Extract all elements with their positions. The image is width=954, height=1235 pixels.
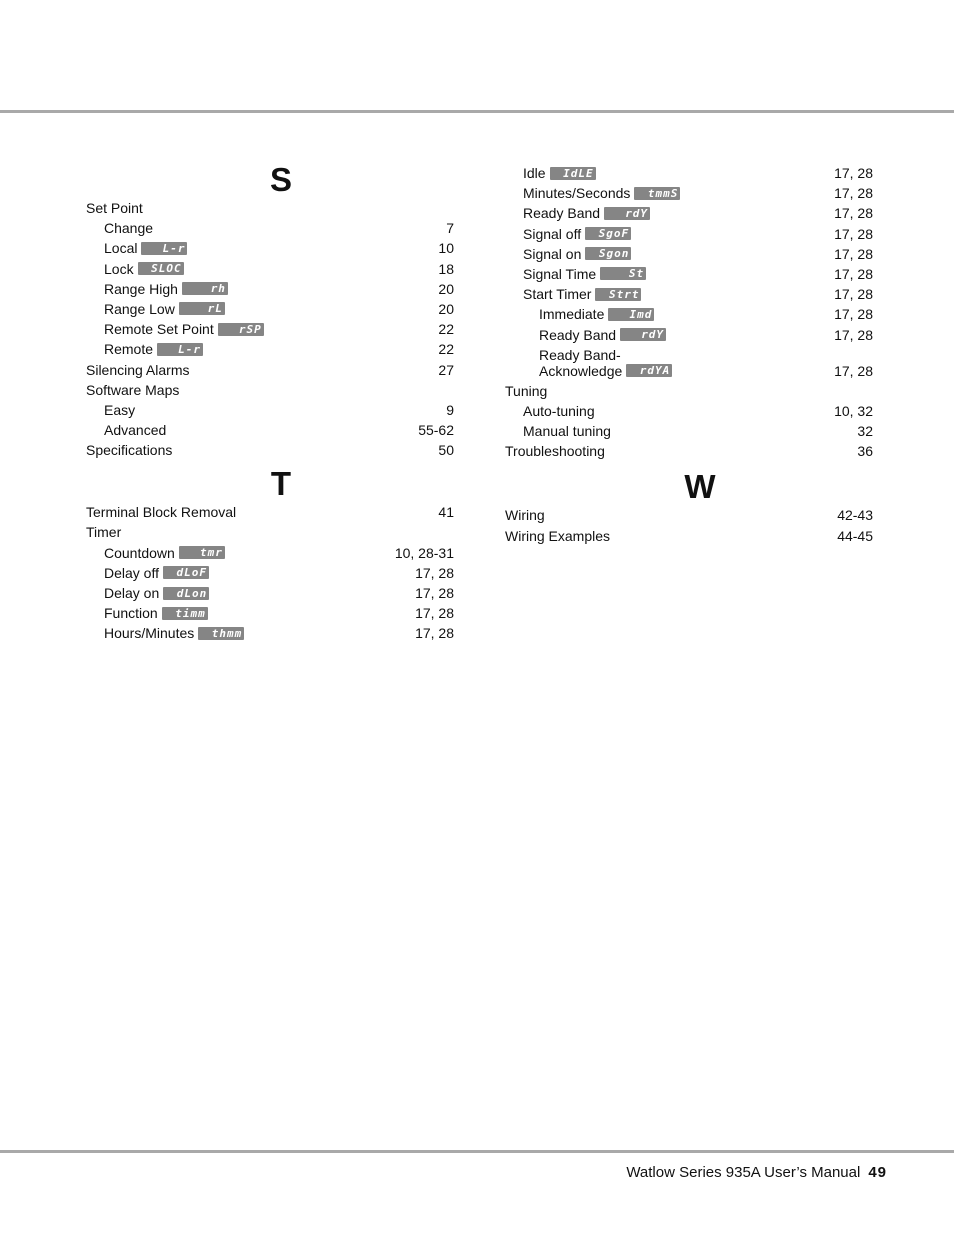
index-entry: Range Low rL 20 (104, 300, 454, 317)
section-letter-w: W (684, 468, 716, 506)
index-entry: Remote Set Point rSP 22 (104, 321, 454, 338)
index-entry: Software Maps (86, 381, 180, 398)
lcd-code-icon: Sgon (585, 247, 631, 260)
lcd-code-icon: L-r (157, 343, 203, 356)
lcd-code-icon: timm (162, 607, 208, 620)
index-entry: Tuning (505, 382, 548, 399)
lcd-code-icon: rL (179, 302, 225, 315)
lcd-code-icon: dLon (163, 587, 209, 600)
index-entry: Change 7 (104, 220, 454, 237)
index-entry: Advanced 55-62 (104, 422, 454, 439)
index-column-right (505, 165, 873, 548)
lcd-code-icon: Imd (608, 308, 654, 321)
index-entry: Local L-r 10 (104, 240, 454, 257)
index-entry: Delay on dLon 17, 28 (104, 585, 454, 601)
lcd-code-icon: L-r (141, 242, 187, 255)
lcd-code-icon: Strt (595, 288, 641, 301)
index-column-left (86, 160, 454, 646)
index-entry: Wiring 42-43 (505, 507, 873, 524)
index-entry: Signal Time St 17, 28 (523, 265, 873, 282)
lcd-code-icon: tmr (179, 546, 225, 559)
page-footer (0, 1164, 887, 1182)
manual-title: Watlow Series 935A User’s Manual (626, 1164, 861, 1181)
index-entry: Signal on Sgon 17, 28 (523, 245, 873, 262)
index-entry: Start Timer Strt 17, 28 (523, 286, 873, 303)
index-entry: Ready Band rdY 17, 28 (523, 205, 873, 222)
index-entry: Function timm 17, 28 (104, 605, 454, 622)
lcd-code-icon: rdYA (626, 364, 672, 377)
page-number: 49 (868, 1164, 887, 1181)
section-letter-s: S (269, 161, 292, 198)
index-entry: Wiring Examples 44-45 (505, 527, 873, 544)
index-entry: Ready Band- Acknowledge rdYA 17, 28 (539, 346, 873, 379)
index-entry: Silencing Alarms 27 (86, 361, 454, 378)
index-entry: Remote L-r 22 (104, 341, 454, 358)
header-rule (0, 110, 954, 113)
index-entry: Idle IdLE 17, 28 (523, 165, 873, 181)
lcd-code-icon: IdLE (550, 167, 596, 180)
lcd-code-icon: thmm (198, 627, 244, 640)
index-entry: Signal off SgoF 17, 28 (523, 225, 873, 242)
index-entry: Lock SLOC 18 (104, 260, 454, 277)
index-entry: Auto-tuning 10, 32 (523, 403, 873, 420)
section-letter-t: T (270, 465, 292, 503)
lcd-code-icon: SgoF (585, 227, 631, 240)
index-entry: Immediate Imd 17, 28 (539, 306, 873, 323)
lcd-code-icon: St (600, 267, 646, 280)
index-entry: Manual tuning 32 (523, 423, 873, 440)
lcd-code-icon: rdY (620, 328, 666, 341)
lcd-code-icon: SLOC (138, 262, 184, 275)
index-entry: Range High rh 20 (104, 280, 454, 297)
index-entry: Terminal Block Removal 41 (86, 504, 454, 521)
index-entry: Countdown tmr 10, 28-31 (104, 544, 454, 561)
index-entry: Easy 9 (104, 401, 454, 418)
lcd-code-icon: rSP (218, 323, 264, 336)
lcd-code-icon: rh (182, 282, 228, 295)
index-entry: Timer (86, 524, 122, 541)
index-entry: Delay off dLoF 17, 28 (104, 564, 454, 581)
index-entry: Hours/Minutes thmm 17, 28 (104, 625, 454, 642)
index-entry: Specifications 50 (86, 442, 454, 459)
index-entry: Set Point (86, 200, 143, 216)
index-entry: Ready Band rdY 17, 28 (539, 326, 873, 343)
lcd-code-icon: dLoF (163, 566, 209, 579)
lcd-code-icon: rdY (604, 207, 650, 220)
lcd-code-icon: tmmS (634, 187, 680, 200)
footer-rule (0, 1150, 954, 1153)
index-entry: Troubleshooting 36 (505, 443, 873, 460)
index-entry: Minutes/Seconds tmmS 17, 28 (523, 185, 873, 202)
